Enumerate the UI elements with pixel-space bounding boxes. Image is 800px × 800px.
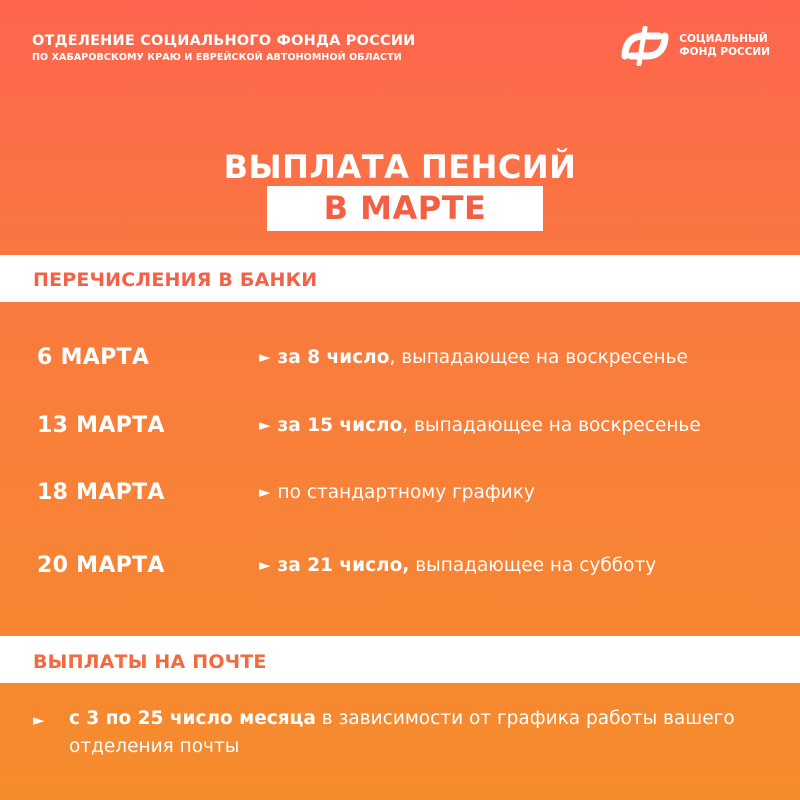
schedule-description-text: выпадающее на субботу bbox=[409, 555, 657, 576]
schedule-date: 18 МАРТА bbox=[37, 480, 165, 505]
arrow-icon: ► bbox=[33, 711, 45, 729]
schedule-description-bold: за 8 число bbox=[277, 347, 390, 368]
post-payment-rest: в зависимости от графика работы вашего отделения почты bbox=[69, 708, 735, 757]
schedule-date: 6 МАРТА bbox=[37, 345, 150, 370]
schedule-row bbox=[0, 411, 800, 441]
logo-text-line1: СОЦИАЛЬНЫЙ bbox=[679, 32, 768, 45]
banks-heading: ПЕРЕЧИСЛЕНИЯ В БАНКИ bbox=[33, 269, 318, 291]
schedule-row bbox=[0, 478, 800, 508]
schedule-description bbox=[259, 347, 688, 368]
arrow-icon: ► bbox=[259, 348, 271, 366]
schedule-row bbox=[0, 551, 800, 581]
schedule-description-bold: за 15 число bbox=[277, 415, 403, 436]
schedule-date: 20 МАРТА bbox=[37, 553, 165, 578]
post-payment-bold: с 3 по 25 число месяца bbox=[69, 708, 316, 729]
schedule-date: 13 МАРТА bbox=[37, 413, 165, 438]
post-payment-text bbox=[69, 705, 769, 761]
logo-text bbox=[679, 33, 770, 59]
social-fund-logo-icon bbox=[619, 26, 671, 66]
org-name-line1: ОТДЕЛЕНИЕ СОЦИАЛЬНОГО ФОНДА РОССИИ bbox=[32, 33, 416, 49]
schedule-description-text: , выпадающее на воскресенье bbox=[402, 415, 701, 436]
arrow-icon: ► bbox=[259, 556, 271, 574]
banks-heading-band bbox=[0, 255, 800, 302]
schedule-row bbox=[0, 343, 800, 373]
arrow-icon: ► bbox=[259, 416, 271, 434]
schedule-description-bold: за 21 число, bbox=[277, 555, 410, 576]
schedule-description-text: по стандартному графику bbox=[277, 482, 535, 503]
page-title: ВЫПЛАТА ПЕНСИЙ bbox=[223, 148, 577, 186]
schedule-description-text: , выпадающее на воскресенье bbox=[389, 347, 688, 368]
org-name bbox=[32, 34, 416, 62]
org-name-line2: ПО ХАБАРОВСКОМУ КРАЮ И ЕВРЕЙСКОЙ АВТОНОМНОЙ ОБЛАСТИ bbox=[32, 51, 402, 63]
post-heading: ВЫПЛАТЫ НА ПОЧТЕ bbox=[33, 651, 267, 673]
schedule-description bbox=[259, 482, 535, 503]
schedule-description bbox=[259, 555, 656, 576]
social-fund-logo bbox=[619, 26, 770, 66]
logo-text-line2: ФОНД РОССИИ bbox=[679, 46, 770, 58]
schedule-description bbox=[259, 415, 701, 436]
arrow-icon: ► bbox=[259, 483, 271, 501]
page-subtitle: В МАРТЕ bbox=[267, 186, 543, 231]
post-heading-band bbox=[0, 636, 800, 683]
